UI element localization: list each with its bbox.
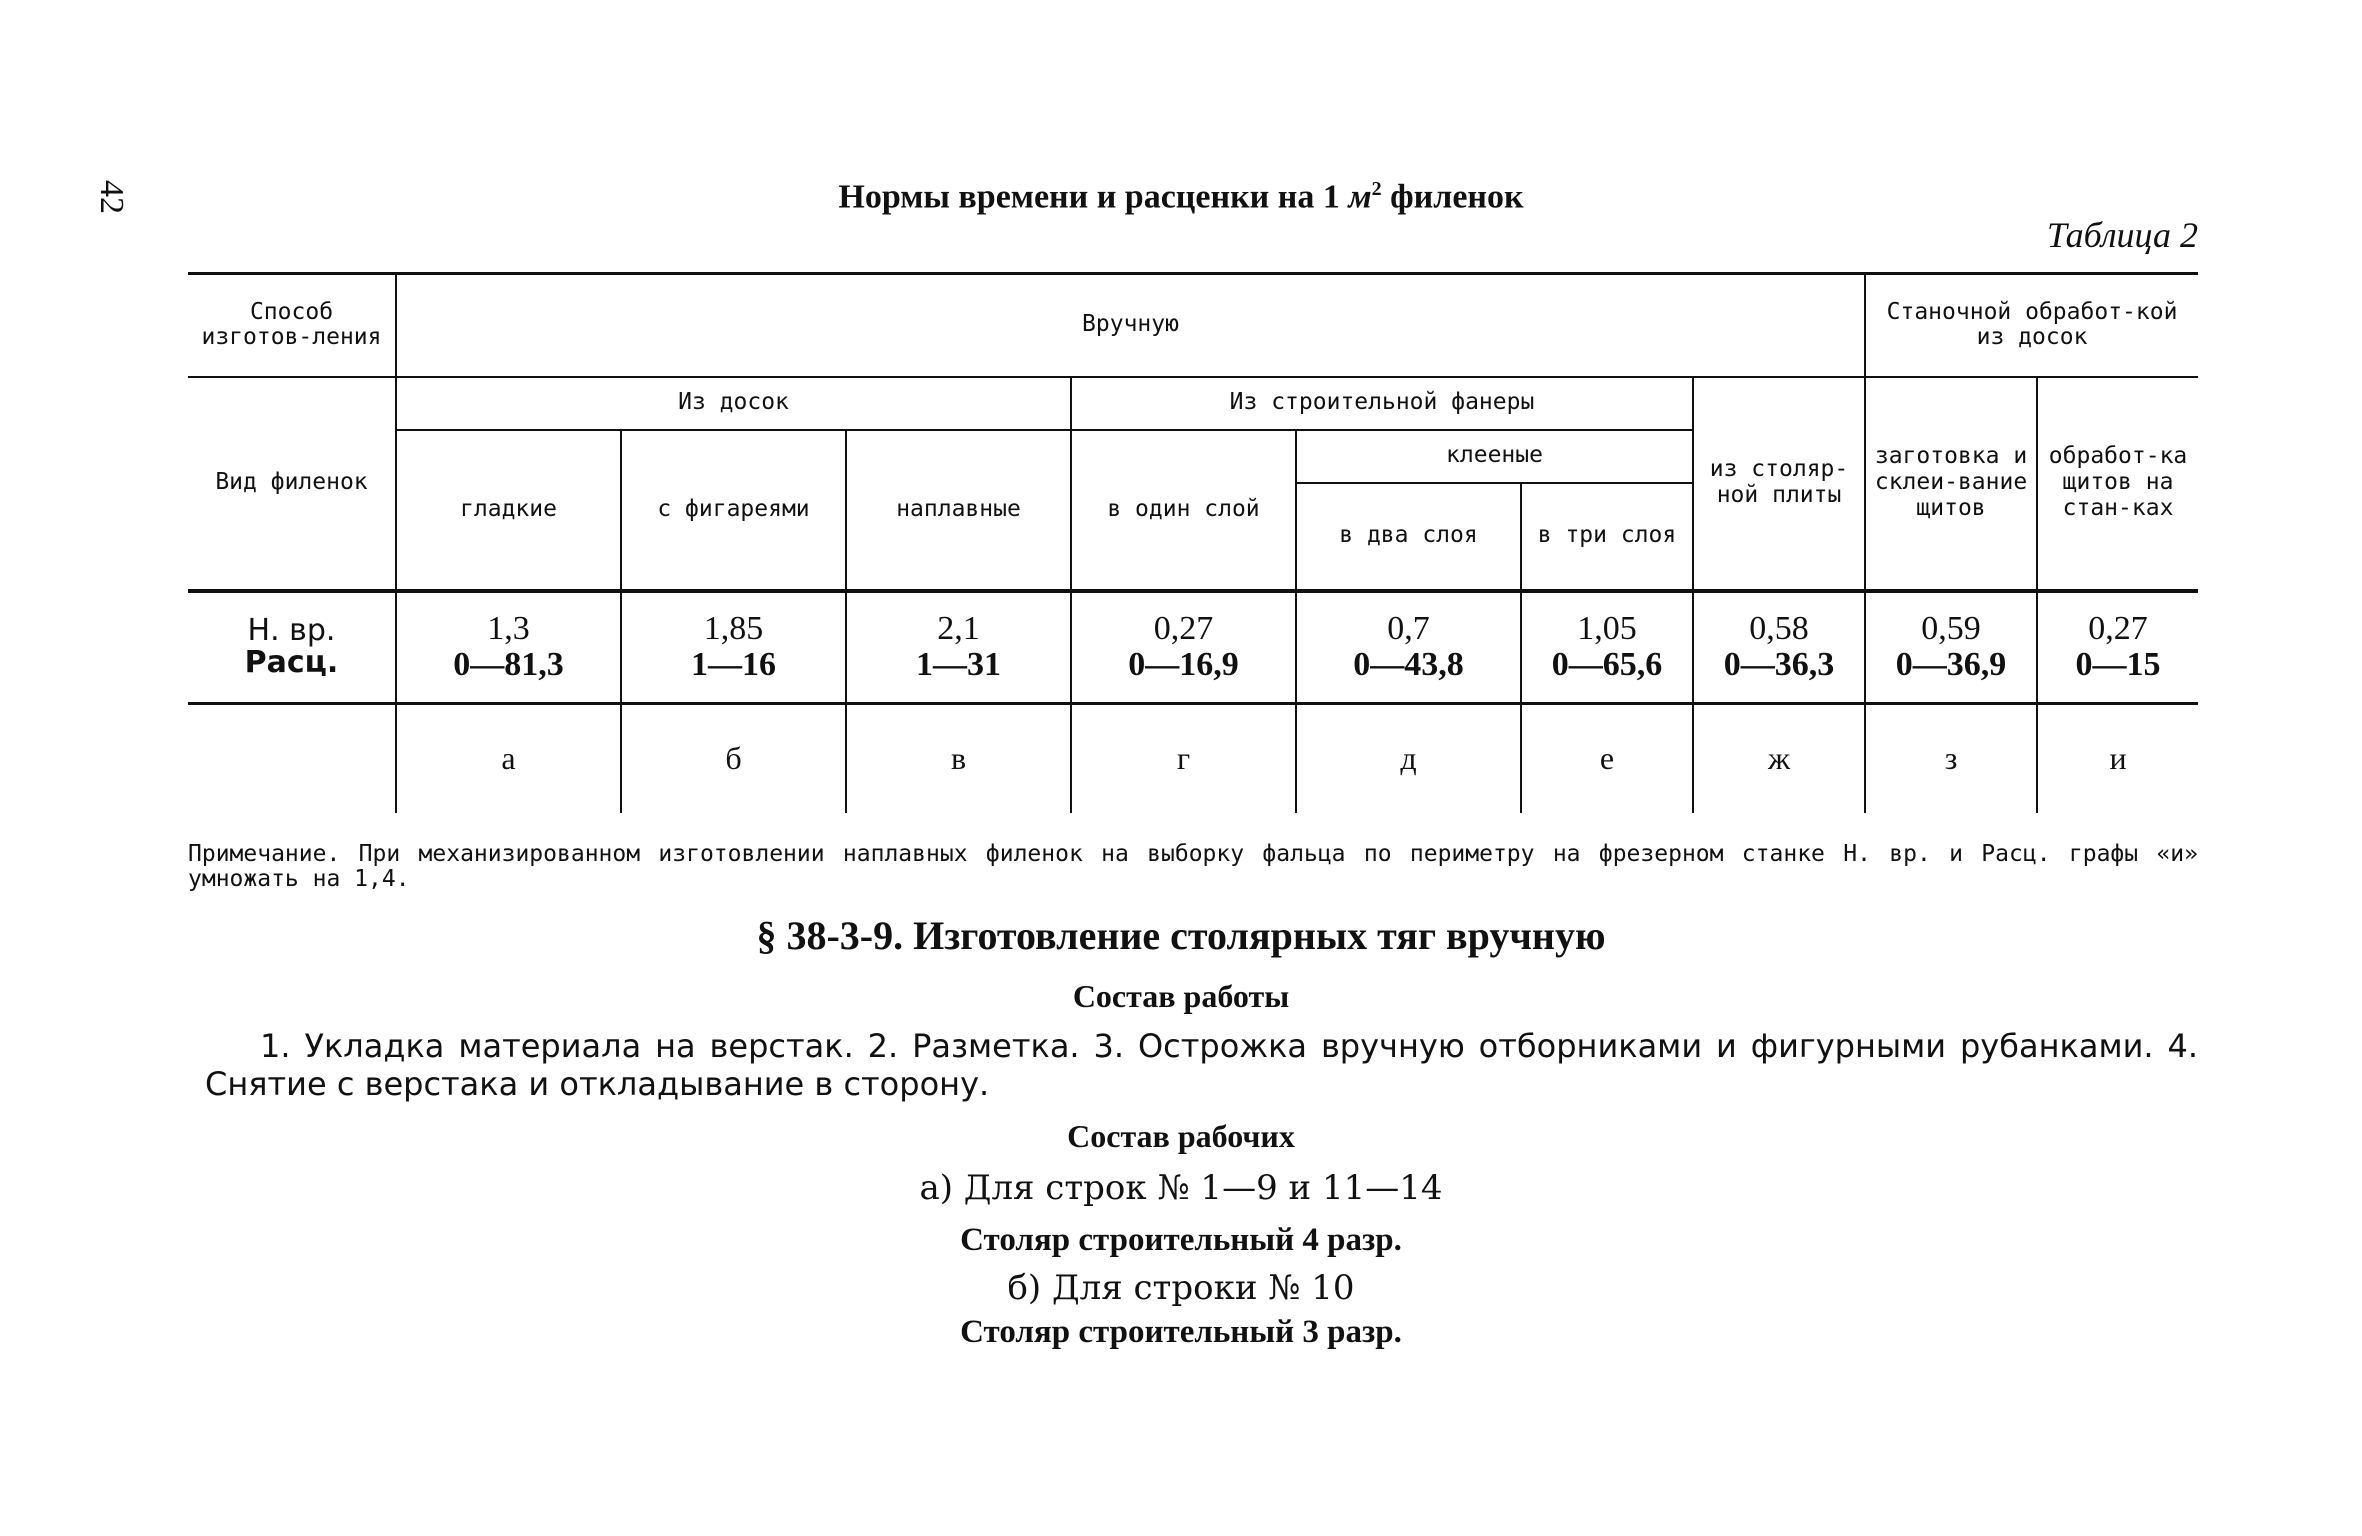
rate-value: 0—15 [2075, 646, 2161, 684]
col-figarey: с фигареями [621, 430, 846, 591]
letter-cell: б [621, 704, 846, 814]
header-method: Способ изготов-ления [188, 274, 396, 377]
letter-cell: ж [1693, 704, 1865, 814]
letter-cell: а [396, 704, 621, 814]
title-power: 2 [1371, 178, 1382, 200]
col-two-layers: в два слоя [1296, 483, 1521, 591]
work-composition-text: 1. Укладка материала на верстак. 2. Разметка. 3. Острожка вручную отборниками и фигурными рубанками. 4. Снятие с верстака и откладывание в сторону. [205, 1027, 2198, 1103]
col-one-layer: в один слой [1071, 430, 1296, 591]
value-cell-z [1865, 591, 2037, 704]
value-cell-a [396, 591, 621, 704]
header-from-boards: Из досок [396, 377, 1071, 430]
rate-value: 0—36,3 [1723, 646, 1835, 684]
section-heading: § 38-3-9. Изготовление столярных тяг вручную [756, 913, 1606, 958]
letter-cell: и [2037, 704, 2198, 814]
time-value: 0,27 [2088, 609, 2148, 647]
label-time: Н. вр. [247, 612, 336, 648]
title-end: филенок [1390, 178, 1524, 216]
letter-cell: з [1865, 704, 2037, 814]
rate-value: 0—81,3 [453, 646, 564, 684]
value-cell-e [1521, 591, 1693, 704]
title-unit: м [1348, 178, 1372, 216]
time-value: 0,7 [1387, 609, 1430, 647]
header-manual: Вручную [396, 274, 1865, 377]
rate-value: 0—65,6 [1551, 646, 1663, 684]
header-from-plywood: Из строительной фанеры [1071, 377, 1693, 430]
letter-cell: г [1071, 704, 1296, 814]
letter-cell: е [1521, 704, 1693, 814]
letter-cell-empty [188, 704, 396, 814]
table-label: Таблица 2 [2046, 215, 2198, 255]
rate-value: 0—36,9 [1895, 646, 2007, 684]
value-cell-g [1071, 591, 1296, 704]
letter-cell: в [846, 704, 1071, 814]
header-kind: Вид филенок [188, 377, 396, 591]
title-main: Нормы времени и расценки на 1 [838, 178, 1340, 216]
time-value: 0,27 [1153, 609, 1214, 647]
value-cell-d [1296, 591, 1521, 704]
col-smooth: гладкие [396, 430, 621, 591]
time-value: 1,3 [487, 609, 530, 647]
letter-cell: д [1296, 704, 1521, 814]
time-value: 2,1 [937, 609, 980, 647]
col-overlay: наплавные [846, 430, 1071, 591]
workers-a: а) Для строк № 1—9 и 11—14 [919, 1168, 1443, 1208]
col-blank: заготовка и склеи-вание щитов [1865, 377, 2037, 591]
value-cell-b [621, 591, 846, 704]
workers-b-role: Столяр строительный 3 разр. [960, 1314, 1402, 1350]
header-glued: клееные [1296, 430, 1693, 483]
time-value: 0,59 [1921, 609, 1981, 647]
workers-a-role: Столяр строительный 4 разр. [960, 1222, 1402, 1258]
norms-table [188, 272, 2198, 813]
page-title [0, 178, 2362, 216]
letters-row [188, 704, 2198, 814]
value-cell-v [846, 591, 1071, 704]
header-machine: Станочной обработ-кой из досок [1865, 274, 2198, 377]
rate-value: 1—16 [691, 646, 776, 684]
page-number: 42 [93, 180, 130, 214]
rate-value: 0—16,9 [1128, 646, 1239, 684]
col-joiner-plate: из столяр-ной плиты [1693, 377, 1865, 591]
col-three-layers: в три слоя [1521, 483, 1693, 591]
time-value: 1,05 [1577, 609, 1637, 647]
time-value: 1,85 [703, 609, 764, 647]
values-row [188, 591, 2198, 704]
label-rate: Расц. [244, 645, 339, 681]
time-value: 0,58 [1749, 609, 1809, 647]
row-labels [188, 591, 396, 704]
table-note: Примечание. При механизированном изготовлении наплавных филенок на выборку фальца по периметру на фрезерном станке Н. вр. и Расц. графы «и» умножать на 1,4. [188, 841, 2198, 893]
workers-heading: Состав рабочих [1067, 1118, 1295, 1154]
rate-value: 0—43,8 [1353, 646, 1464, 684]
work-composition-heading: Состав работы [1072, 978, 1290, 1014]
workers-b: б) Для строки № 10 [1007, 1268, 1355, 1308]
value-cell-zh [1693, 591, 1865, 704]
rate-value: 1—31 [916, 646, 1001, 684]
col-processing: обработ-ка щитов на стан-ках [2037, 377, 2198, 591]
value-cell-i [2037, 591, 2198, 704]
